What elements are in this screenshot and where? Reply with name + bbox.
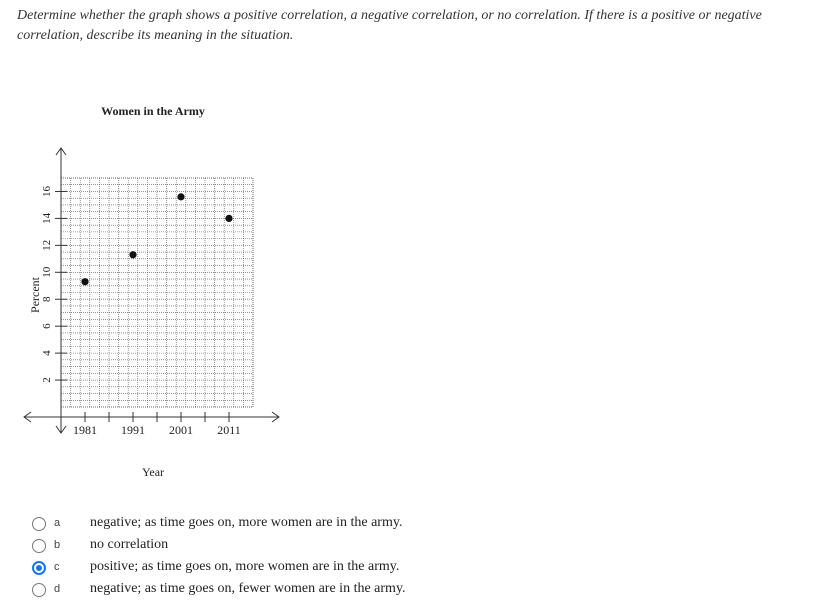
chart-grid xyxy=(61,178,253,407)
scatter-chart xyxy=(0,90,320,490)
data-point xyxy=(81,278,88,285)
option-a-text: negative; as time goes on, more women are in the army. xyxy=(90,515,403,530)
x-tick-label: 1981 xyxy=(73,423,97,437)
y-tick-labels xyxy=(41,185,67,382)
option-b-text: no correlation xyxy=(90,537,169,552)
option-a-radio[interactable] xyxy=(32,517,46,531)
x-tick-label: 2001 xyxy=(169,423,193,437)
y-tick-label: 14 xyxy=(41,212,53,224)
y-tick-label: 2 xyxy=(41,377,53,383)
x-tick-label: 2011 xyxy=(217,423,241,437)
data-point xyxy=(129,251,136,258)
option-a-letter: a xyxy=(54,517,61,529)
y-tick-label: 6 xyxy=(41,323,53,329)
y-tick-label: 16 xyxy=(41,185,53,197)
option-d-radio[interactable] xyxy=(32,583,46,597)
data-points xyxy=(81,193,232,285)
x-tick-labels xyxy=(73,412,241,437)
option-b[interactable] xyxy=(0,536,817,558)
y-axis-label: Percent xyxy=(28,277,42,313)
option-b-radio[interactable] xyxy=(32,539,46,553)
x-axis-label: Year xyxy=(141,465,165,479)
y-tick-label: 10 xyxy=(41,266,53,278)
data-point xyxy=(225,215,232,222)
option-d[interactable] xyxy=(0,580,817,602)
option-c-letter: c xyxy=(54,561,60,573)
question-prompt: Determine whether the graph shows a positive correlation, a negative correlation, or no correlation. If there is a positive or negative correlation, describe its meaning in the situation. xyxy=(17,8,762,43)
x-tick-label: 1991 xyxy=(121,423,145,437)
y-tick-label: 4 xyxy=(41,350,53,356)
y-tick-label: 8 xyxy=(41,296,53,302)
option-d-text: negative; as time goes on, fewer women are in the army. xyxy=(90,581,406,596)
option-d-letter: d xyxy=(54,583,61,595)
data-point xyxy=(177,193,184,200)
option-c-radio[interactable] xyxy=(32,561,46,575)
option-c-text: positive; as time goes on, more women are in the army. xyxy=(90,559,400,574)
option-a[interactable] xyxy=(0,514,817,536)
option-b-letter: b xyxy=(54,539,61,551)
chart-title: Women in the Army xyxy=(101,104,205,118)
chart-axes xyxy=(24,148,279,433)
y-tick-label: 12 xyxy=(41,239,53,251)
option-c[interactable] xyxy=(0,558,817,580)
